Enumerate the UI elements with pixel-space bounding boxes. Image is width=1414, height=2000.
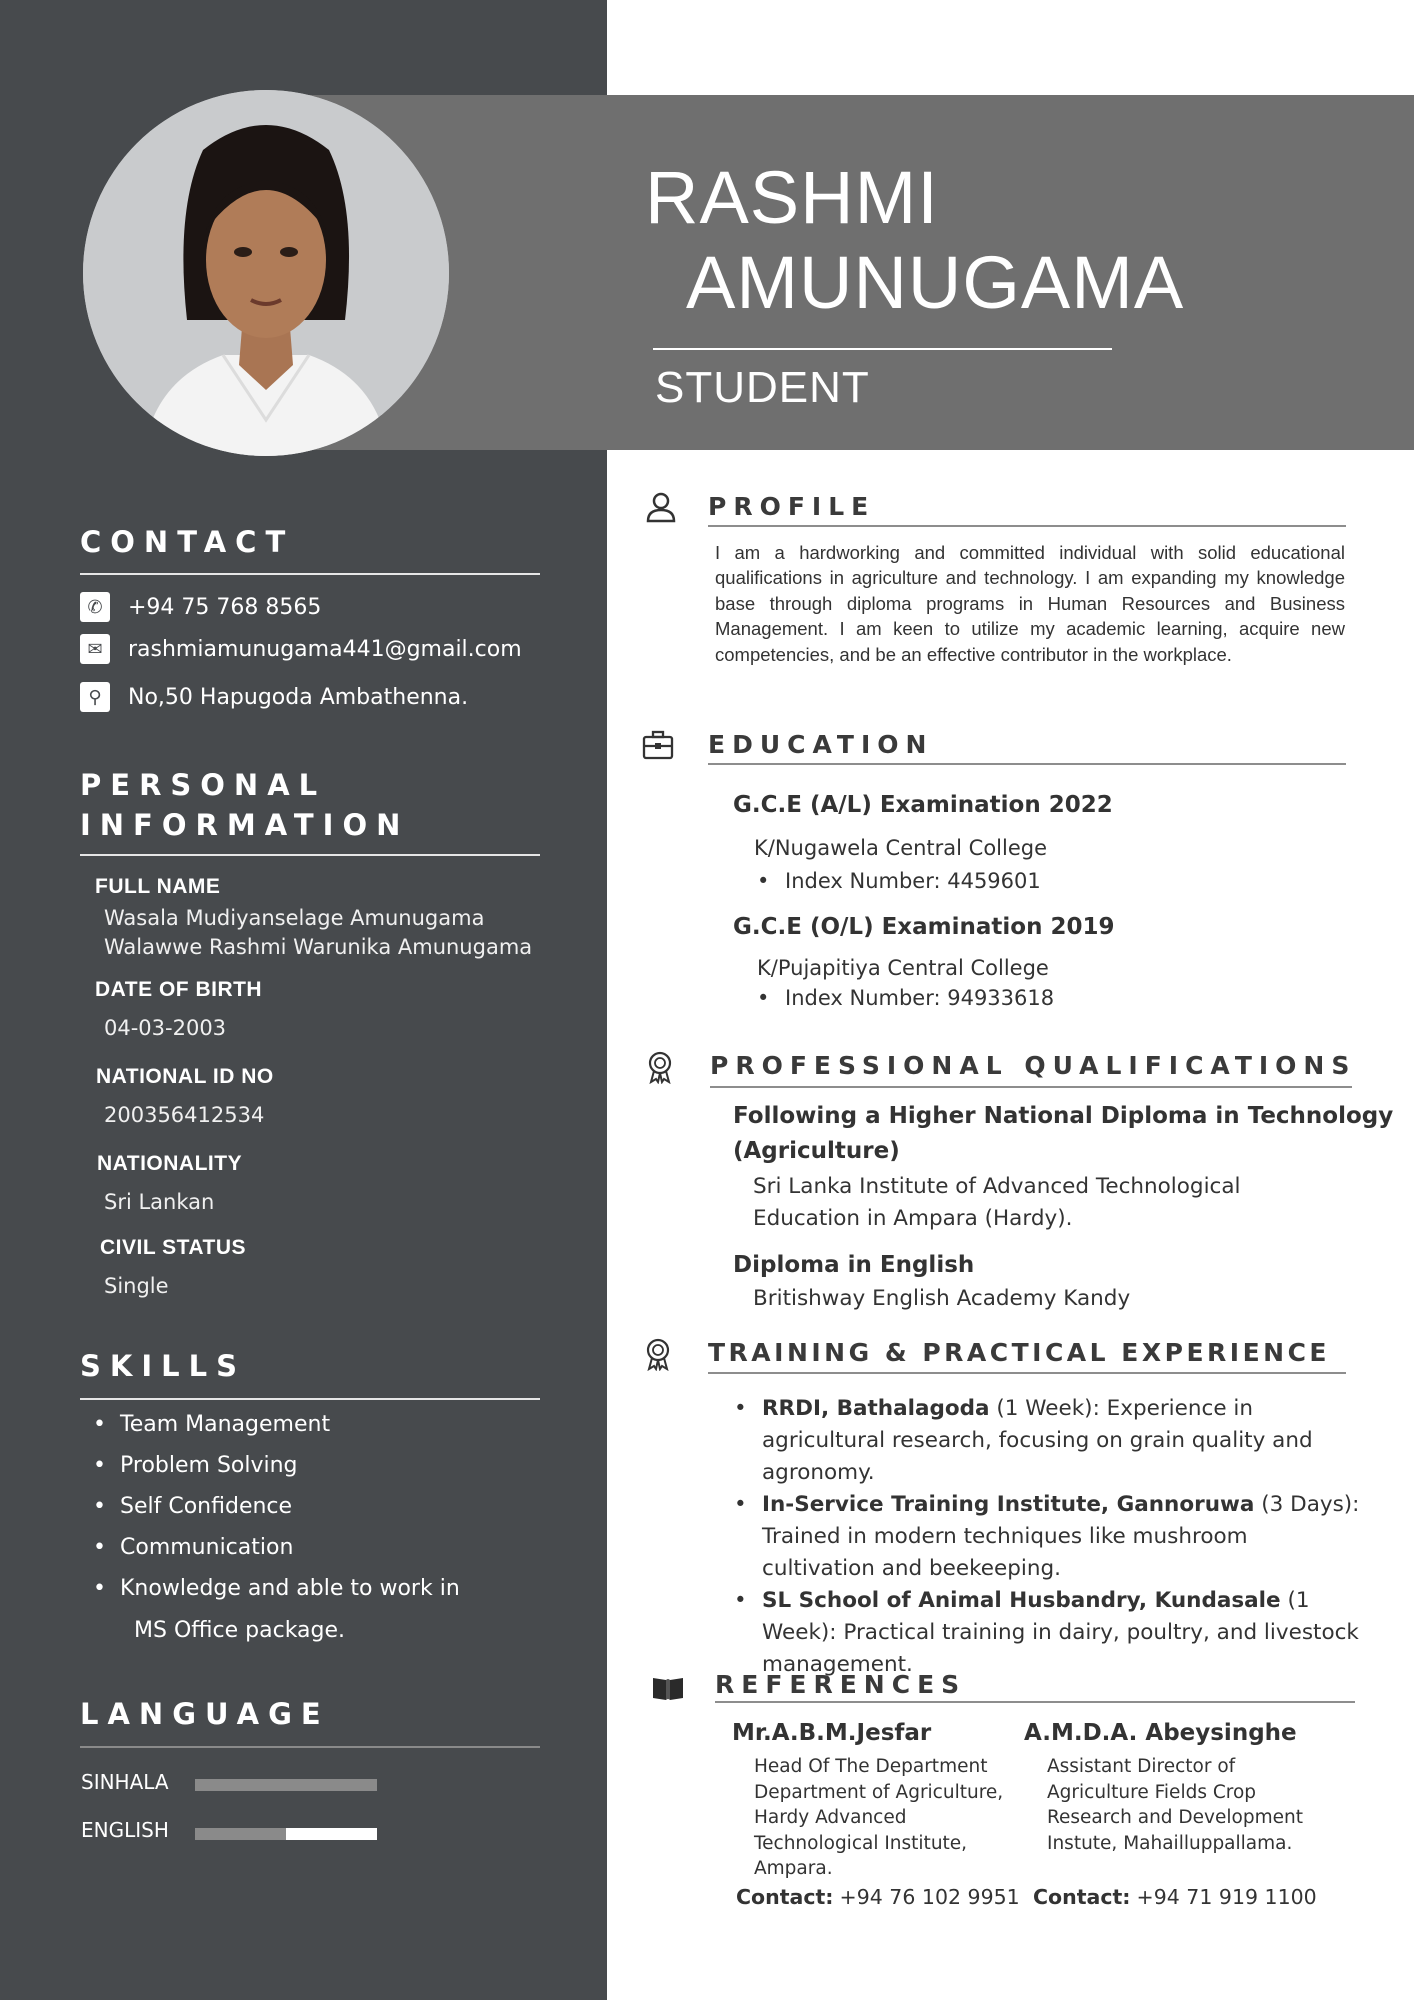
education-divider (708, 763, 1346, 765)
reference-contact (1033, 1885, 1317, 1909)
skill-item: • Problem Solving (93, 1453, 460, 1494)
training-place: In-Service Training Institute, Gannoruwa (762, 1492, 1255, 1517)
user-icon (644, 490, 678, 524)
email-text: rashmiamunugama441@gmail.com (128, 636, 522, 662)
civil-status-value: Single (104, 1274, 169, 1298)
full-name-line2: Walawwe Rashmi Warunika Amunugama (104, 935, 533, 959)
language-divider (80, 1746, 540, 1748)
reference-desc: Assistant Director of Agriculture Fields Crop Research and Development Instute, Mahailluppallama. (1047, 1756, 1303, 1854)
training-heading: TRAINING & PRACTICAL EXPERIENCE (708, 1338, 1331, 1367)
personal-heading-2: INFORMATION (80, 808, 410, 842)
phone-icon: ✆ (80, 592, 110, 622)
qualifications-divider (710, 1086, 1352, 1088)
contact-heading: CONTACT (80, 525, 295, 559)
reference-name: Mr.A.B.M.Jesfar (732, 1720, 932, 1746)
name-divider (653, 348, 1112, 350)
reference-name: A.M.D.A. Abeysinghe (1024, 1720, 1297, 1746)
references-heading: REFERENCES (715, 1670, 967, 1699)
training-place: SL School of Animal Husbandry, Kundasale (762, 1588, 1281, 1613)
language-level-fill (195, 1779, 377, 1791)
reference-phone: +94 76 102 9951 (839, 1885, 1020, 1909)
profile-heading: PROFILE (708, 492, 876, 521)
contact-label: Contact: (736, 1885, 834, 1909)
full-name-label: FULL NAME (95, 875, 221, 898)
training-detail: (3 Days): Trained in modern techniques like mushroom cultivation and beekeeping. (762, 1492, 1360, 1581)
reference-contact (736, 1885, 1020, 1909)
training-item (762, 1393, 1362, 1489)
full-name-line1: Wasala Mudiyanselage Amunugama (104, 906, 485, 930)
language-bar-sinhala (195, 1779, 377, 1791)
reference-phone: +94 71 919 1100 (1136, 1885, 1317, 1909)
education-school: K/Pujapitiya Central College (757, 956, 1049, 980)
dob-value: 04-03-2003 (104, 1016, 227, 1040)
nic-label: NATIONAL ID NO (96, 1065, 274, 1088)
award-badge-icon (641, 1337, 675, 1371)
language-label-sinhala: SINHALA (81, 1770, 169, 1794)
award-badge-icon (643, 1050, 677, 1084)
dob-label: DATE OF BIRTH (95, 978, 263, 1001)
qualification-title: Following a Higher National Diploma in Technology (Agriculture) (733, 1103, 1394, 1164)
profile-text: I am a hardworking and committed individual with solid educational qualifications in agriculture and technology. I am expanding my knowledge base through diploma programs in Human Resources and Business Management. I am keen to utilize my academic learning, acquire new competencies, and be an effective contributor in the workplace. (715, 542, 1345, 665)
language-label-english: ENGLISH (81, 1818, 169, 1842)
language-level-fill (195, 1828, 286, 1840)
civil-status-label: CIVIL STATUS (100, 1236, 247, 1259)
education-index: • Index Number: 4459601 (785, 869, 1041, 893)
profile-photo (83, 90, 449, 456)
qualification-desc: Britishway English Academy Kandy (753, 1286, 1131, 1311)
open-book-icon (651, 1671, 685, 1705)
qualification-desc: Sri Lanka Institute of Advanced Technological Education in Ampara (Hardy). (753, 1174, 1241, 1231)
education-title: G.C.E (A/L) Examination 2022 (733, 792, 1113, 818)
personal-divider (80, 854, 540, 856)
training-detail: (1 Week): Practical training in dairy, poultry, and livestock management. (762, 1588, 1359, 1677)
nationality-value: Sri Lankan (104, 1190, 215, 1214)
contact-address (80, 682, 468, 712)
location-pin-icon: ⚲ (80, 682, 110, 712)
training-divider (708, 1372, 1346, 1374)
phone-text: +94 75 768 8565 (128, 594, 322, 620)
profile-divider (708, 525, 1346, 527)
contact-email (80, 634, 522, 664)
skill-item: • Knowledge and able to work in (93, 1576, 460, 1617)
skills-heading: SKILLS (80, 1349, 246, 1383)
training-list (762, 1393, 1362, 1681)
last-name: AMUNUGAMA (686, 241, 1185, 324)
personal-heading-1: PERSONAL (80, 768, 327, 802)
skills-divider (80, 1398, 540, 1400)
education-heading: EDUCATION (708, 730, 934, 759)
skill-item: • Team Management (93, 1412, 460, 1453)
language-heading: LANGUAGE (80, 1697, 330, 1731)
education-school: K/Nugawela Central College (754, 836, 1048, 860)
job-title: STUDENT (655, 363, 870, 412)
contact-phone (80, 592, 321, 622)
education-index: • Index Number: 94933618 (785, 986, 1054, 1010)
mail-icon: ✉ (80, 634, 110, 664)
briefcase-icon (641, 728, 675, 762)
training-detail: (1 Week): Experience in agricultural research, focusing on grain quality and agronomy. (762, 1396, 1313, 1485)
contact-divider (80, 573, 540, 575)
address-text: No,50 Hapugoda Ambathenna. (128, 684, 469, 710)
qualification-title: Diploma in English (733, 1252, 975, 1278)
references-divider (715, 1701, 1355, 1703)
skill-item-continuation: MS Office package. (134, 1618, 346, 1643)
reference-desc: Head Of The Department Department of Agriculture, Hardy Advanced Technological Institute, Ampara. (754, 1756, 1004, 1879)
training-item (762, 1489, 1362, 1585)
education-title: G.C.E (O/L) Examination 2019 (733, 914, 1115, 940)
qualifications-heading: PROFESSIONAL QUALIFICATIONS (710, 1051, 1357, 1080)
skill-item: • Communication (93, 1535, 460, 1576)
language-bar-english (195, 1828, 377, 1840)
nic-value: 200356412534 (104, 1103, 265, 1127)
nationality-label: NATIONALITY (97, 1152, 243, 1175)
first-name: RASHMI (645, 156, 939, 239)
skill-item: • Self Confidence (93, 1494, 460, 1535)
skills-list (93, 1412, 460, 1617)
training-place: RRDI, Bathalagoda (762, 1396, 990, 1421)
contact-label: Contact: (1033, 1885, 1131, 1909)
training-item (762, 1585, 1362, 1681)
